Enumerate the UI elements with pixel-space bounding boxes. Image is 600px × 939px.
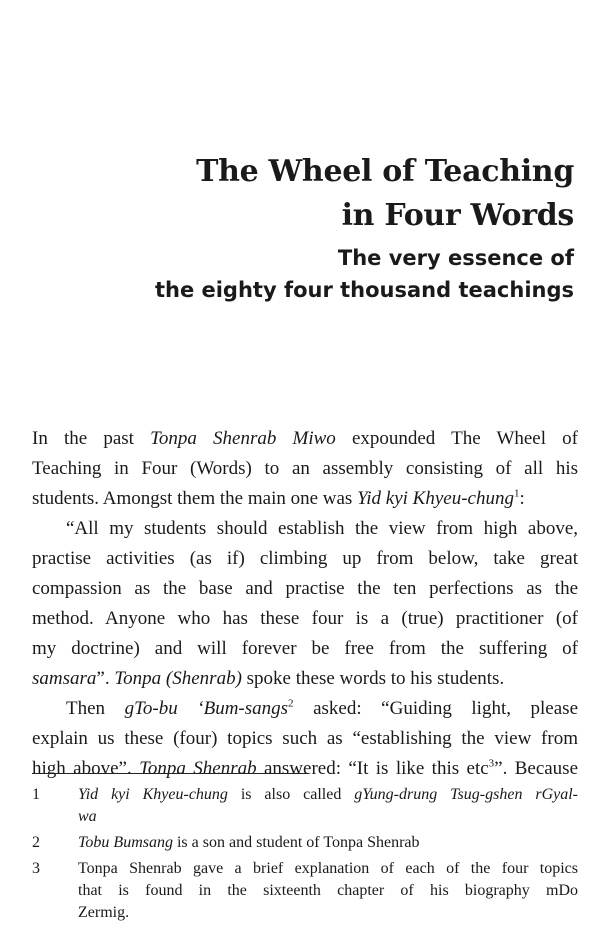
body-line: practise activities (as if) climbing up from below, take great <box>32 548 578 569</box>
body-line: compassion as the base and practise the ten perfections as the <box>32 578 578 599</box>
text-run: ”. Because <box>494 758 579 779</box>
body-line <box>32 694 578 724</box>
footnote-ref: 1 <box>513 487 520 500</box>
footnotes <box>32 784 578 928</box>
name-italic: Yid kyi Khyeu-chung <box>357 488 514 509</box>
chapter-subtitle-line-2: the eighty four thousand teachings <box>154 278 574 302</box>
chapter-subtitle-line-1: The very essence of <box>337 246 574 270</box>
footnote-ref: 2 <box>288 697 294 710</box>
text-run: is a son and student of Tonpa Shenrab <box>172 834 420 851</box>
footnote-text <box>78 858 578 924</box>
name-italic: Yid kyi Khyeu-chung <box>78 786 228 803</box>
body-line: Teaching in Four (Words) to an assembly consisting of all his <box>32 458 578 479</box>
footnote-number: 2 <box>32 834 40 851</box>
name-italic: Tobu Bumsang <box>78 834 173 851</box>
footnote-number: 1 <box>32 786 40 803</box>
chapter-title-line-1: The Wheel of Teaching <box>196 154 574 189</box>
text-run: asked: “Guiding light, please <box>293 698 579 719</box>
body-line: method. Anyone who has these four is a (true) practitioner (of <box>32 608 578 629</box>
text-run: expounded The Wheel of <box>335 428 578 449</box>
text-run: is also called <box>227 786 355 803</box>
name-italic: Tonpa Shenrab Miwo <box>150 428 336 449</box>
footnote-line: Zermig. <box>78 904 130 921</box>
chapter-title <box>196 150 574 238</box>
footnote-line <box>78 784 578 806</box>
paragraph-1 <box>32 424 578 514</box>
body-line <box>32 484 578 514</box>
term-italic: samsara <box>32 668 97 689</box>
chapter-title-line-2: in Four Words <box>341 198 574 233</box>
footnote-line: that is found in the sixteenth chapter of his biography mDo <box>78 882 578 899</box>
chapter-subtitle <box>155 242 574 306</box>
text-run: spoke these words to his students. <box>241 668 505 689</box>
text-run: In the past <box>32 428 151 449</box>
footnote-text <box>78 832 578 854</box>
paragraph-3 <box>32 694 578 784</box>
text-run: high above”. <box>32 758 140 779</box>
name-italic: Tonpa Shenrab <box>139 758 257 779</box>
body-line <box>32 664 578 694</box>
footnote-number: 3 <box>32 860 40 877</box>
body-line <box>32 424 578 454</box>
text-run: : <box>519 488 525 509</box>
footnote-3 <box>32 858 578 924</box>
footnote-line: Tonpa Shenrab gave a brief explanation of each of the four topics <box>78 860 578 877</box>
footnote-divider <box>32 773 307 774</box>
footnote-ref: 3 <box>488 757 495 770</box>
footnote-line <box>78 832 578 854</box>
body-text <box>32 424 578 784</box>
name-italic: gTo-bu ‘Bum-sangs <box>124 698 289 719</box>
text-run: Then <box>66 698 125 719</box>
body-line: explain us these (four) topics such as “establishing the view from <box>32 728 578 749</box>
footnote-2 <box>32 832 578 854</box>
footnote-text <box>78 784 578 828</box>
footnote-1 <box>32 784 578 828</box>
body-line <box>32 754 578 784</box>
name-italic: Tonpa (Shenrab) <box>114 668 242 689</box>
paragraph-2 <box>32 514 578 694</box>
text-run: students. Amongst them the main one was <box>32 488 358 509</box>
name-italic: gYung-drung Tsug-gshen rGyal- <box>354 786 579 803</box>
text-run: answered: “It is like this etc <box>256 758 489 779</box>
name-italic: wa <box>78 808 97 825</box>
text-run: ”. <box>96 668 115 689</box>
footnote-line <box>78 806 578 828</box>
body-line: “All my students should establish the view from high above, <box>66 518 578 539</box>
body-line: my doctrine) and will forever be free from the suffering of <box>32 638 578 659</box>
